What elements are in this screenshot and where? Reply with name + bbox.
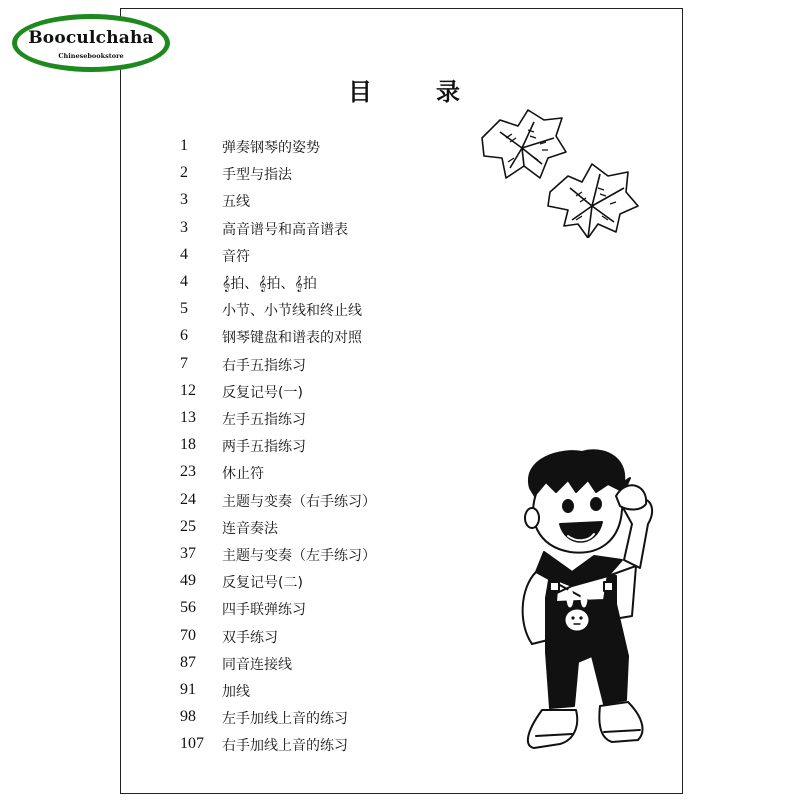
leaf-bottom xyxy=(548,164,638,238)
hand xyxy=(616,485,646,509)
toc-entry-title: 反复记号(一) xyxy=(222,384,303,401)
store-logo xyxy=(12,14,170,72)
eye-left xyxy=(563,500,573,512)
toc-page-number: 91 xyxy=(180,681,196,698)
toc-entry-title: 连音奏法 xyxy=(222,520,278,537)
toc-page-number: 7 xyxy=(180,354,188,372)
toc-entry-title: 钢琴键盘和谱表的对照 xyxy=(222,330,362,347)
toc-page-number: 2 xyxy=(180,164,188,182)
boy-illustration xyxy=(512,448,672,768)
toc-entry-title: 手型与指法 xyxy=(222,167,292,184)
page-title: 目录 xyxy=(348,78,524,106)
toc-entry-title: 音符 xyxy=(222,248,250,265)
toc-entry-title: 五线 xyxy=(222,194,250,211)
toc-page-number: 18 xyxy=(180,436,196,454)
toc-page-number: 5 xyxy=(180,300,188,318)
toc-page-number: 23 xyxy=(180,463,196,481)
toc-page-number: 1 xyxy=(180,137,188,154)
toc-page-number: 4 xyxy=(180,273,188,290)
strap-button-left xyxy=(550,582,559,591)
toc-entry-title: 加线 xyxy=(222,684,250,700)
toc-page-number: 25 xyxy=(180,517,196,535)
toc-entry-title: 四手联弹练习 xyxy=(222,602,306,619)
toc-entry-title: 右手加线上音的练习 xyxy=(222,738,348,755)
toc-entry-title: 高音谱号和高音谱表 xyxy=(222,221,348,238)
shoe-right xyxy=(599,702,642,742)
leaf-top xyxy=(482,110,566,178)
toc-entry-title: 双手练习 xyxy=(222,629,278,646)
leaves-illustration xyxy=(470,108,640,238)
logo-name: Booculchaha xyxy=(28,28,154,48)
toc-page-number: 107 xyxy=(180,735,204,753)
eye-right xyxy=(591,498,601,510)
toc-entry-title: 左手加线上音的练习 xyxy=(222,711,348,728)
toc-page-number: 24 xyxy=(180,490,196,508)
toc-page-number: 70 xyxy=(180,626,196,644)
toc-entry-title: 主题与变奏（左手练习） xyxy=(222,548,376,564)
toc-page-number: 13 xyxy=(180,409,196,426)
toc-entry-title: 休止符 xyxy=(222,466,264,483)
toc-entry-title: 左手五指练习 xyxy=(222,412,306,428)
toc-page-number: 49 xyxy=(180,572,196,590)
toc-page-number: 87 xyxy=(180,653,196,671)
toc-page-number: 98 xyxy=(180,708,196,726)
toc-page-number: 12 xyxy=(180,381,196,399)
toc-page-number: 6 xyxy=(180,327,188,345)
strap-button-right xyxy=(604,582,613,591)
toc-entry-title: 弹奏钢琴的姿势 xyxy=(222,140,320,156)
toc-page-number: 37 xyxy=(180,545,196,562)
toc-page-number: 3 xyxy=(180,191,188,209)
toc-page-number: 4 xyxy=(180,245,188,263)
toc-page-number: 56 xyxy=(180,599,196,617)
toc-entry-title: 反复记号(二) xyxy=(222,575,303,592)
toc-entry-title: 两手五指练习 xyxy=(222,439,306,456)
toc-entry-title: 右手五指练习 xyxy=(222,357,306,374)
toc-entry-title: 小节、小节线和终止线 xyxy=(222,303,362,320)
logo-subtitle: Chinesebookstore xyxy=(58,52,124,60)
toc-entry-title: 同音连接线 xyxy=(222,656,292,673)
toc-page-number: 3 xyxy=(180,218,188,236)
toc-entry-title: 𝄞拍、𝄞拍、𝄞拍 xyxy=(222,276,317,292)
shoe-left xyxy=(528,710,577,748)
ear xyxy=(525,508,539,528)
toc-entry-title: 主题与变奏（右手练习） xyxy=(222,493,376,510)
